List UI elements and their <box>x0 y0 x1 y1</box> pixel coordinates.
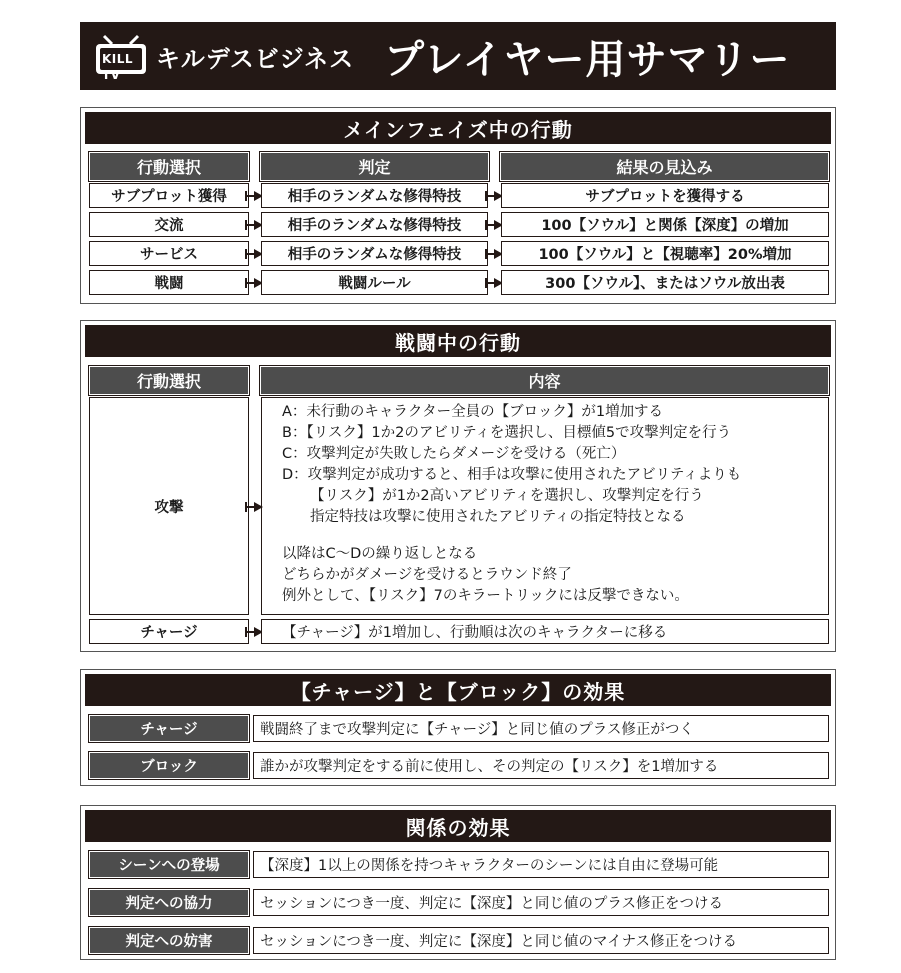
combat-section <box>80 320 836 652</box>
charge-label: チャージ <box>89 619 249 644</box>
charge-text: 【チャージ】が1増加し、行動順は次のキャラクターに移る <box>261 619 829 644</box>
col-head-content: 内容 <box>261 367 828 394</box>
attack-label: 攻撃 <box>89 397 249 615</box>
result-cell: 300【ソウル】、またはソウル放出表 <box>501 270 829 295</box>
action-cell: サービス <box>89 241 249 266</box>
combat-title: 戦闘中の行動 <box>85 325 831 357</box>
brand-name: キルデスビジネス <box>156 44 355 73</box>
relation-text-appear: 【深度】1以上の関係を持つキャラクターのシーンには自由に登場可能 <box>253 851 829 878</box>
result-cell: サブプロットを獲得する <box>501 183 829 208</box>
attack-step-d-cont: 【リスク】が1か2高いアビリティを選択し、攻撃判定を行う <box>310 488 704 504</box>
attack-step-c: C：攻撃判定が失敗したらダメージを受ける（死亡） <box>282 446 626 462</box>
attack-repeat-note: 以降はC～Dの繰り返しとなる <box>282 546 478 562</box>
effect-label-block: ブロック <box>90 753 248 778</box>
result-cell: 100【ソウル】と関係【深度】の増加 <box>501 212 829 237</box>
check-cell: 相手のランダムな修得特技 <box>261 212 488 237</box>
col-head-action: 行動選択 <box>90 153 248 180</box>
col-head-action: 行動選択 <box>90 367 248 394</box>
attack-content <box>261 397 829 615</box>
col-head-result: 結果の見込み <box>501 153 828 180</box>
check-cell: 相手のランダムな修得特技 <box>261 241 488 266</box>
action-cell: 戦闘 <box>89 270 249 295</box>
relation-label-assist: 判定への協力 <box>90 890 248 915</box>
check-cell: 戦闘ルール <box>261 270 488 295</box>
attack-step-d-note: 指定特技は攻撃に使用されたアビリティの指定特技となる <box>310 509 686 525</box>
action-cell: サブプロット獲得 <box>89 183 249 208</box>
effects-section <box>80 669 836 786</box>
relation-text-assist: セッションにつき一度、判定に【深度】と同じ値のプラス修正をつける <box>253 889 829 916</box>
action-cell: 交流 <box>89 212 249 237</box>
relation-text-hinder: セッションにつき一度、判定に【深度】と同じ値のマイナス修正をつける <box>253 927 829 954</box>
attack-step-a: A：未行動のキャラクター全員の【ブロック】が1増加する <box>282 404 664 420</box>
check-cell: 相手のランダムな修得特技 <box>261 183 488 208</box>
effects-title: 【チャージ】と【ブロック】の効果 <box>85 674 831 706</box>
effect-text-block: 誰かが攻撃判定をする前に使用し、その判定の【リスク】を1増加する <box>253 752 829 779</box>
main-phase-section <box>80 107 836 304</box>
relation-label-appear: シーンへの登場 <box>90 852 248 877</box>
tv-logo-icon <box>92 34 150 82</box>
attack-step-d: D：攻撃判定が成功すると、相手は攻撃に使用されたアビリティよりも <box>282 467 742 483</box>
result-cell: 100【ソウル】と【視聴率】20%増加 <box>501 241 829 266</box>
effect-label-charge: チャージ <box>90 716 248 741</box>
attack-exception-note: 例外として、【リスク】7のキラートリックには反撃できない。 <box>282 588 689 604</box>
col-head-check: 判定 <box>261 153 488 180</box>
attack-round-end-note: どちらかがダメージを受けるとラウンド終了 <box>282 567 572 583</box>
relation-label-hinder: 判定への妨害 <box>90 928 248 953</box>
page-header <box>80 22 836 90</box>
attack-step-b: B：【リスク】1か2のアビリティを選択し、目標値5で攻撃判定を行う <box>282 425 732 441</box>
effect-text-charge: 戦闘終了まで攻撃判定に【チャージ】と同じ値のプラス修正がつく <box>253 715 829 742</box>
relations-title: 関係の効果 <box>85 810 831 842</box>
main-phase-title: メインフェイズ中の行動 <box>85 112 831 144</box>
relations-section <box>80 805 836 960</box>
logo-text: KILL TV <box>102 52 134 82</box>
page-title: プレイヤー用サマリー <box>384 36 791 83</box>
